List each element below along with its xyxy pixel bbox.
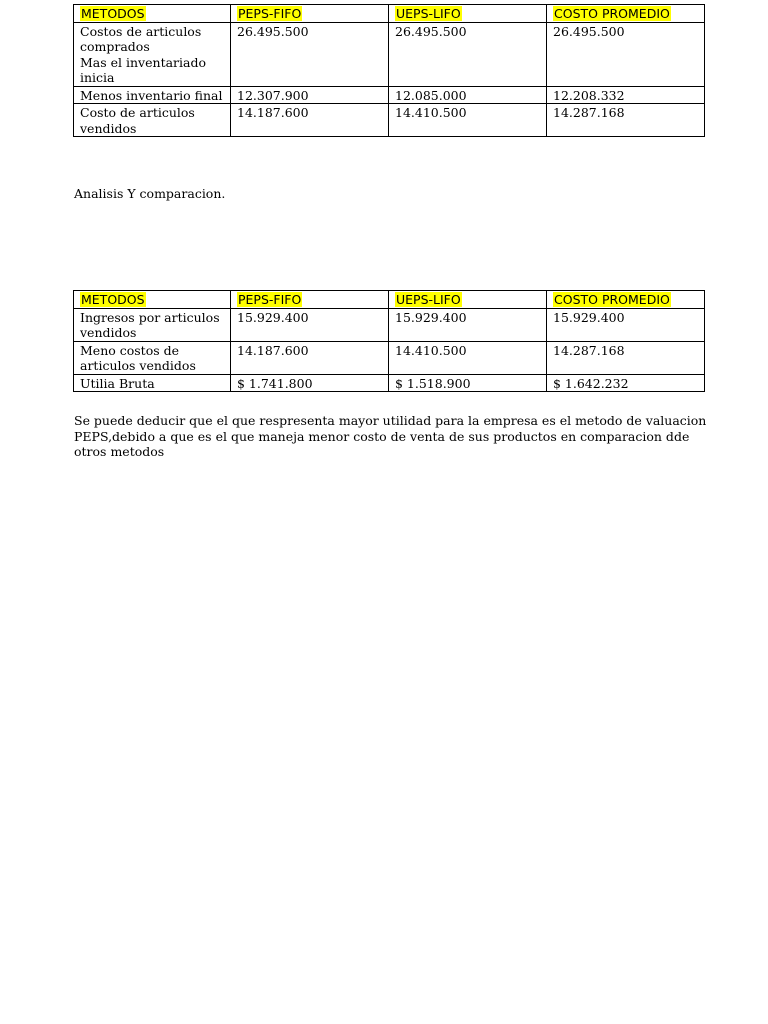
value-cell: 26.495.500	[231, 22, 389, 86]
row-label-line: Costo de articulos	[80, 105, 195, 120]
row-label-line: Utilia Bruta	[80, 375, 155, 391]
row-label-costos-vendidos	[74, 341, 231, 374]
value-cell: 15.929.400	[231, 308, 389, 341]
value-cell: 12.208.332	[547, 86, 705, 104]
row-label-costo-vendidos	[74, 104, 231, 137]
header-ueps-lifo: UEPS-LIFO	[396, 292, 461, 307]
value-cell: 14.287.168	[547, 104, 705, 137]
table-header-row	[74, 5, 705, 23]
table-row	[74, 341, 705, 374]
row-label-line: vendidos	[80, 120, 137, 136]
row-label-inventario-final	[74, 86, 231, 104]
row-label-utilidad-bruta	[74, 374, 231, 392]
row-label-line: Costos de articulos	[80, 23, 202, 39]
row-label-line: Ingresos por articulos	[80, 309, 220, 325]
value-cell: 26.495.500	[389, 22, 547, 86]
row-label-costos-comprados	[74, 22, 231, 86]
value-cell: 26.495.500	[547, 22, 705, 86]
header-cell	[74, 5, 231, 23]
header-cell	[547, 5, 705, 23]
header-ueps-lifo: UEPS-LIFO	[396, 6, 461, 21]
row-label-line: vendidos	[80, 325, 137, 340]
value-cell: 14.187.600	[231, 104, 389, 137]
header-cell	[547, 291, 705, 309]
header-cell	[231, 291, 389, 309]
value-cell: $ 1.741.800	[231, 374, 389, 392]
header-metodos: METODOS	[81, 6, 145, 21]
row-label-line: Mas el inventariado	[80, 54, 206, 70]
row-label-line: comprados	[80, 39, 150, 54]
value-cell: 15.929.400	[547, 308, 705, 341]
section-heading: Analisis Y comparacion.	[74, 186, 226, 201]
value-cell: $ 1.642.232	[547, 374, 705, 392]
value-cell: 14.410.500	[389, 104, 547, 137]
header-cell	[389, 291, 547, 309]
row-label-line: Meno costos de	[80, 342, 180, 358]
table-row	[74, 22, 705, 86]
row-label-line: articulos vendidos	[80, 358, 196, 373]
header-cell	[231, 5, 389, 23]
header-costo-promedio: COSTO PROMEDIO	[554, 6, 670, 21]
table-row	[74, 104, 705, 137]
row-label-line: Menos inventario final	[80, 87, 223, 103]
table-row	[74, 86, 705, 104]
row-label-ingresos	[74, 308, 231, 341]
header-cell	[389, 5, 547, 23]
value-cell: 14.287.168	[547, 341, 705, 374]
row-label-line: inicia	[80, 70, 115, 85]
header-peps-fifo: PEPS-FIFO	[238, 292, 302, 307]
header-peps-fifo: PEPS-FIFO	[238, 6, 302, 21]
header-metodos: METODOS	[81, 292, 145, 307]
value-cell: 12.085.000	[389, 86, 547, 104]
value-cell: 15.929.400	[389, 308, 547, 341]
value-cell: 14.187.600	[231, 341, 389, 374]
conclusion-line: Se puede deducir que el que respresenta mayor utilidad para la empresa es el metodo de valuacion	[74, 413, 707, 428]
value-cell: 12.307.900	[231, 86, 389, 104]
value-cell: $ 1.518.900	[389, 374, 547, 392]
table-row	[74, 308, 705, 341]
cost-comparison-table	[73, 4, 705, 137]
conclusion-paragraph	[74, 413, 707, 460]
header-cell	[74, 291, 231, 309]
table-row	[74, 374, 705, 392]
value-cell: 14.410.500	[389, 341, 547, 374]
conclusion-line: PEPS,debido a que es el que maneja menor costo de venta de sus productos en comparacion dde	[74, 428, 690, 444]
header-costo-promedio: COSTO PROMEDIO	[554, 292, 670, 307]
table-header-row	[74, 291, 705, 309]
gross-profit-table	[73, 290, 705, 392]
conclusion-line: otros metodos	[74, 444, 165, 459]
